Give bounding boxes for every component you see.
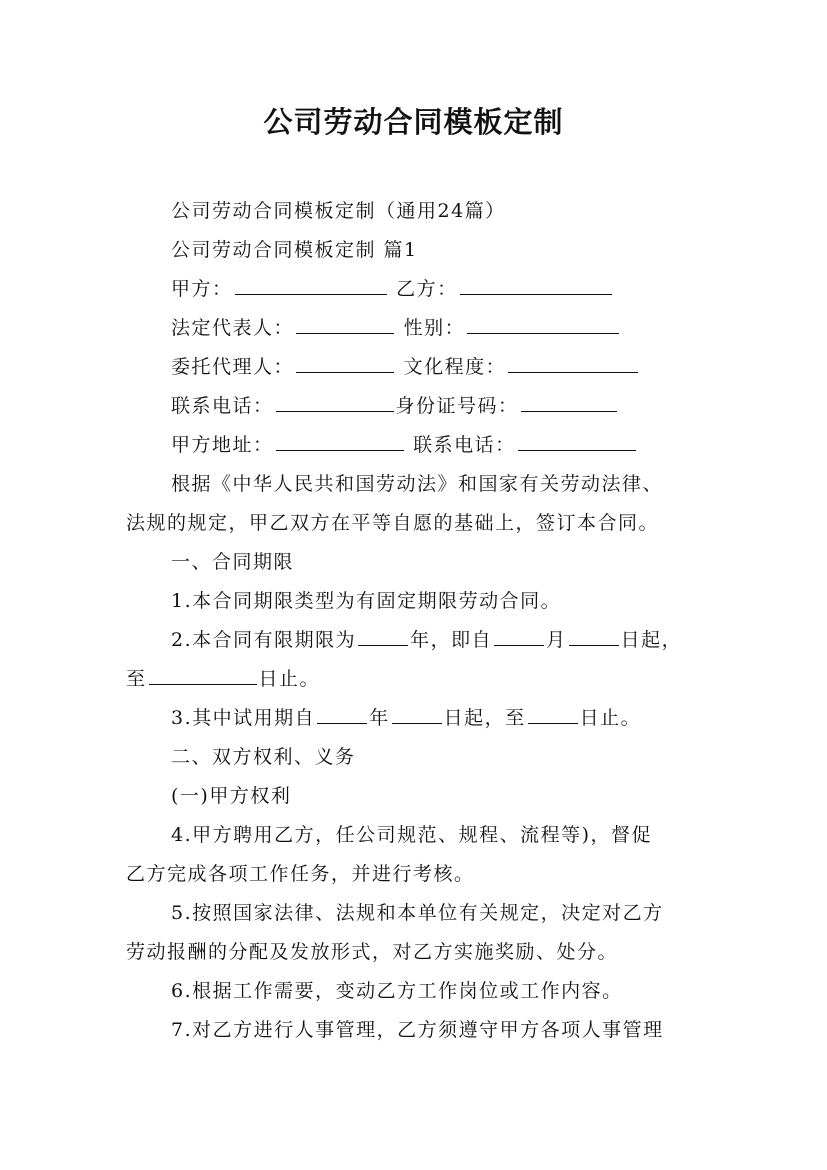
clause-1: 1.本合同期限类型为有固定期限劳动合同。 xyxy=(171,590,562,612)
phone-label: 联系电话： xyxy=(171,395,274,417)
intro-line-1: 根据《中华人民共和国劳动法》和国家有关劳动法律、 xyxy=(171,473,664,495)
heading-rights-duties: 二、双方权利、义务 xyxy=(171,746,356,768)
agent-label: 委托代理人： xyxy=(171,356,295,378)
clause-2-text-a: 2.本合同有限期限为 xyxy=(171,629,357,651)
agent-line xyxy=(171,354,640,380)
party-a-blank xyxy=(235,276,387,295)
clause-3 xyxy=(171,705,641,731)
party-line xyxy=(171,276,614,302)
clause-2-line-1 xyxy=(171,627,682,653)
clause-5-line-1: 5.按照国家法律、法规和本单位有关规定，决定对乙方 xyxy=(171,902,664,924)
gender-label: 性别： xyxy=(403,317,466,339)
legal-rep-blank xyxy=(296,315,394,334)
section-heading: 公司劳动合同模板定制 篇1 xyxy=(171,239,418,261)
start-blank xyxy=(494,627,544,646)
clause-3-text-a: 3.其中试用期自 xyxy=(171,707,316,729)
clause-3-text-b: 年 xyxy=(369,707,390,729)
clause-3-text-d: 日止。 xyxy=(579,707,642,729)
id-blank xyxy=(521,393,617,412)
years-blank xyxy=(358,627,408,646)
id-label: 身份证号码： xyxy=(395,395,519,417)
clause-3-text-c: 日起，至 xyxy=(443,707,526,729)
day-blank xyxy=(569,627,619,646)
party-b-blank xyxy=(460,276,612,295)
agent-blank xyxy=(296,354,394,373)
clause-2-line-2 xyxy=(126,666,320,692)
address-label: 甲方地址： xyxy=(171,434,274,456)
document-title: 公司劳动合同模板定制 xyxy=(263,105,564,139)
clause-2-text-e: 至 xyxy=(126,668,147,690)
address-line xyxy=(171,432,638,458)
clause-4-line-1: 4.甲方聘用乙方，任公司规范、规程、流程等)，督促 xyxy=(171,824,653,846)
education-label: 文化程度： xyxy=(403,356,507,378)
clause-2-text-c: 月 xyxy=(546,629,567,651)
end-blank xyxy=(149,666,257,685)
subheading-party-a-rights: (一)甲方权利 xyxy=(171,785,292,807)
clause-6: 6.根据工作需要，变动乙方工作岗位或工作内容。 xyxy=(171,980,623,1002)
trial-day-blank xyxy=(392,705,442,724)
clause-2-text-b: 年，即自 xyxy=(410,629,493,651)
clause-7: 7.对乙方进行人事管理，乙方须遵守甲方各项人事管理 xyxy=(171,1019,664,1041)
phone-blank xyxy=(276,393,394,412)
phone-label-2: 联系电话： xyxy=(413,434,516,456)
party-a-label: 甲方： xyxy=(171,278,233,300)
phone-blank-2 xyxy=(518,432,636,451)
legal-rep-label: 法定代表人： xyxy=(171,317,295,339)
education-blank xyxy=(508,354,638,373)
heading-contract-term: 一、合同期限 xyxy=(171,551,295,573)
trial-end-blank xyxy=(528,705,578,724)
address-blank xyxy=(276,432,404,451)
phone-line xyxy=(171,393,619,419)
trial-year-blank xyxy=(317,705,367,724)
clause-2-text-f: 日止。 xyxy=(258,668,321,690)
legal-rep-line xyxy=(171,315,621,341)
clause-4-line-2: 乙方完成各项工作任务，并进行考核。 xyxy=(126,863,475,885)
party-b-label: 乙方： xyxy=(396,278,458,300)
intro-line-2: 法规的规定，甲乙双方在平等自愿的基础上，签订本合同。 xyxy=(126,512,660,534)
clause-2-text-d: 日起， xyxy=(620,629,683,651)
document-subtitle: 公司劳动合同模板定制（通用24篇） xyxy=(171,200,506,222)
clause-5-line-2: 劳动报酬的分配及发放形式，对乙方实施奖励、处分。 xyxy=(126,941,619,963)
gender-blank xyxy=(467,315,619,334)
